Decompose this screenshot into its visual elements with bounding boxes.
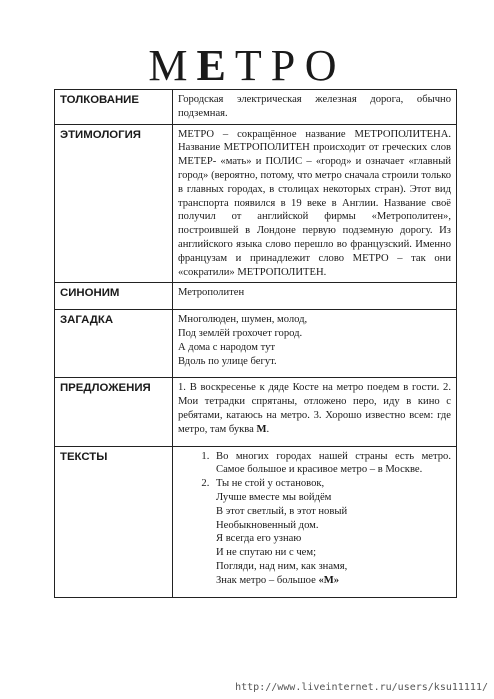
texts-list <box>173 446 457 597</box>
etymology-text: МЕТРО – сокращённое название МЕТРОПОЛИТЕНА. Название МЕТРОПОЛИТЕН происходит от греческих слов МЕТЕР- «мать» и ПОЛИС – «город» и означает «главный город» (вероятно, потому, что метро сначала строили только в главных городах, в столицах некоторых стран). Этот вид транспорта появился в 19 веке в Англии. Название своё получил от английской фирмы «Метрополитен», построившей в Лондоне первую подземную дорогу. Из английского языка слово перешло во французский. Именно французам и принадлежит слово МЕТРО – так они «сократили» МЕТРОПОЛИТЕН. <box>173 124 457 283</box>
table-row <box>55 283 457 310</box>
synonym-text: Метрополитен <box>173 283 457 310</box>
row-label: ЗАГАДКА <box>55 310 173 378</box>
table-row <box>55 310 457 378</box>
sentences-text: 1. В воскресенье к дяде Косте на метро поедем в гости. 2. Мои тетрадки спрятаны, отложено перо, иду в кино с ребятами, катаюсь на метро. 3. Хорошо известно всем: где метро, там буква М. <box>173 378 457 446</box>
page-title: МЕТРО <box>148 41 346 90</box>
table-row <box>55 378 457 446</box>
row-label: ТЕКСТЫ <box>55 446 173 597</box>
definition-text: Городская электрическая железная дорога, обычно подземная. <box>173 90 457 125</box>
riddle-text: Многолюден, шумен, молод, Под землёй грохочет город. А дома с народом тут Вдоль по улице бегут. <box>173 310 457 378</box>
table-row <box>55 90 457 125</box>
list-item: 2. Ты не стой у остановок, Лучше вместе мы войдём В этот светлый, в этот новый Необыкновенный дом. Я всегда его узнаю И не спутаю ни с чем; Погляди, над ним, как знамя, Знак метро – большое «М» <box>212 477 451 587</box>
word-card-table <box>54 89 457 598</box>
table-row <box>55 446 457 597</box>
list-item: 1. Во многих городах нашей страны есть метро. Самое большое и красивое метро – в Москве. <box>212 450 451 478</box>
row-label: ПРЕДЛОЖЕНИЯ <box>55 378 173 446</box>
table-row <box>55 124 457 283</box>
row-label: ЭТИМОЛОГИЯ <box>55 124 173 283</box>
row-label: СИНОНИМ <box>55 283 173 310</box>
source-url: http://www.liveinternet.ru/users/ksu11111/ <box>235 682 488 693</box>
row-label: ТОЛКОВАНИЕ <box>55 90 173 125</box>
